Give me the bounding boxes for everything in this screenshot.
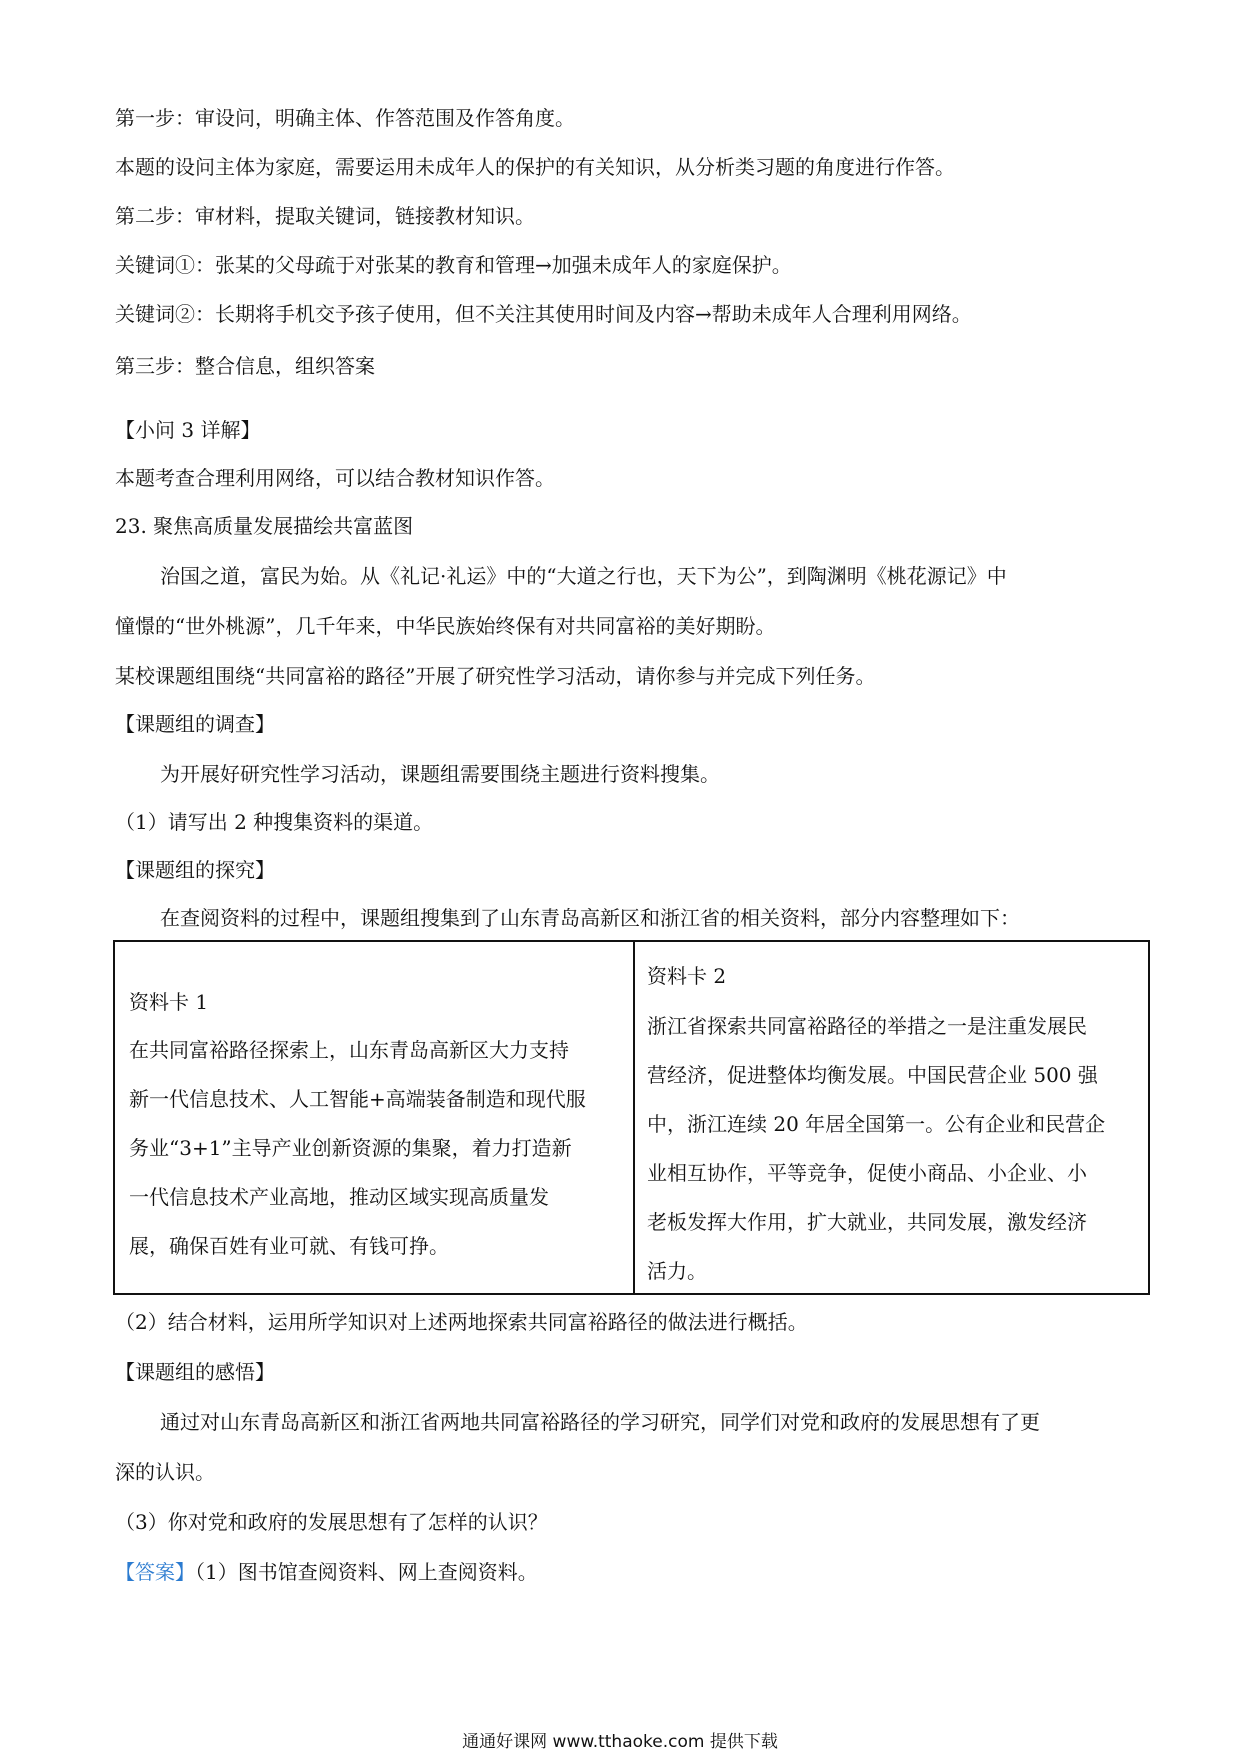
reflection-text-line-1: 通过对山东青岛高新区和浙江省两地共同富裕路径的学习研究，同学们对党和政府的发展思想有了更 bbox=[160, 1410, 1040, 1434]
card-1-line: 一代信息技术产业高地，推动区域实现高质量发 bbox=[129, 1185, 549, 1209]
explore-text: 在查阅资料的过程中，课题组搜集到了山东青岛高新区和浙江省的相关资料，部分内容整理如下： bbox=[160, 906, 1020, 930]
card-2-line: 业相互协作，平等竞争，促使小商品、小企业、小 bbox=[647, 1161, 1087, 1185]
sub-question-3-heading: 【小问 3 详解】 bbox=[115, 418, 261, 442]
survey-heading: 【课题组的调查】 bbox=[115, 712, 275, 736]
question-2: （2）结合材料，运用所学知识对上述两地探索共同富裕路径的做法进行概括。 bbox=[115, 1310, 808, 1334]
step-three: 第三步：整合信息，组织答案 bbox=[115, 354, 375, 378]
card-2-line: 浙江省探索共同富裕路径的举措之一是注重发展民 bbox=[647, 1014, 1087, 1038]
question-3: （3）你对党和政府的发展思想有了怎样的认识？ bbox=[115, 1510, 548, 1534]
material-cards-table bbox=[113, 940, 1150, 1295]
question-23-title: 23. 聚焦高质量发展描绘共富蓝图 bbox=[115, 514, 414, 538]
reflection-text-line-2: 深的认识。 bbox=[115, 1460, 215, 1484]
question-1: （1）请写出 2 种搜集资料的渠道。 bbox=[115, 810, 434, 834]
card-2-title: 资料卡 2 bbox=[647, 964, 727, 988]
keyword-one: 关键词①：张某的父母疏于对张某的教育和管理→加强未成年人的家庭保护。 bbox=[115, 253, 792, 277]
survey-text: 为开展好研究性学习活动，课题组需要围绕主题进行资料搜集。 bbox=[160, 762, 720, 786]
card-2-line: 营经济，促进整体均衡发展。中国民营企业 500 强 bbox=[647, 1063, 1098, 1087]
reflection-heading: 【课题组的感悟】 bbox=[115, 1360, 275, 1384]
card-1-title: 资料卡 1 bbox=[129, 990, 209, 1014]
material-card-1 bbox=[129, 942, 624, 1293]
card-1-line: 在共同富裕路径探索上，山东青岛高新区大力支持 bbox=[129, 1038, 569, 1062]
answer-text: （1）图书馆查阅资料、网上查阅资料。 bbox=[195, 1560, 538, 1584]
intro-paragraph-line-2: 憧憬的“世外桃源”，几千年来，中华民族始终保有对共同富裕的美好期盼。 bbox=[115, 614, 776, 638]
task-intro: 某校课题组围绕“共同富裕的路径”开展了研究性学习活动，请你参与并完成下列任务。 bbox=[115, 664, 876, 688]
step-two: 第二步：审材料，提取关键词，链接教材知识。 bbox=[115, 204, 535, 228]
question-subject: 本题的设问主体为家庭，需要运用未成年人的保护的有关知识，从分析类习题的角度进行作答。 bbox=[115, 155, 955, 179]
answer bbox=[115, 1558, 538, 1586]
sub-question-3-text: 本题考查合理利用网络，可以结合教材知识作答。 bbox=[115, 466, 555, 490]
step-one: 第一步：审设问，明确主体、作答范围及作答角度。 bbox=[115, 106, 575, 130]
explore-heading: 【课题组的探究】 bbox=[115, 858, 275, 882]
card-1-line: 务业“3+1”主导产业创新资源的集聚，着力打造新 bbox=[129, 1136, 572, 1160]
card-2-line: 中，浙江连续 20 年居全国第一。公有企业和民营企 bbox=[647, 1112, 1106, 1136]
material-card-2 bbox=[647, 942, 1142, 1293]
page-footer: 通通好课网 www.tthaoke.com 提供下载 bbox=[462, 1732, 778, 1752]
card-2-line: 老板发挥大作用，扩大就业，共同发展，激发经济 bbox=[647, 1210, 1087, 1234]
intro-paragraph-line-1: 治国之道，富民为始。从《礼记·礼运》中的“大道之行也，天下为公”，到陶渊明《桃花源记》中 bbox=[160, 564, 1007, 588]
table-divider bbox=[633, 942, 635, 1293]
card-1-line: 展，确保百姓有业可就、有钱可挣。 bbox=[129, 1234, 449, 1258]
card-2-line: 活力。 bbox=[647, 1259, 707, 1283]
answer-tag: 【答案】 bbox=[115, 1560, 195, 1584]
keyword-two: 关键词②：长期将手机交予孩子使用，但不关注其使用时间及内容→帮助未成年人合理利用网络。 bbox=[115, 302, 972, 326]
card-1-line: 新一代信息技术、人工智能+高端装备制造和现代服 bbox=[129, 1087, 586, 1111]
